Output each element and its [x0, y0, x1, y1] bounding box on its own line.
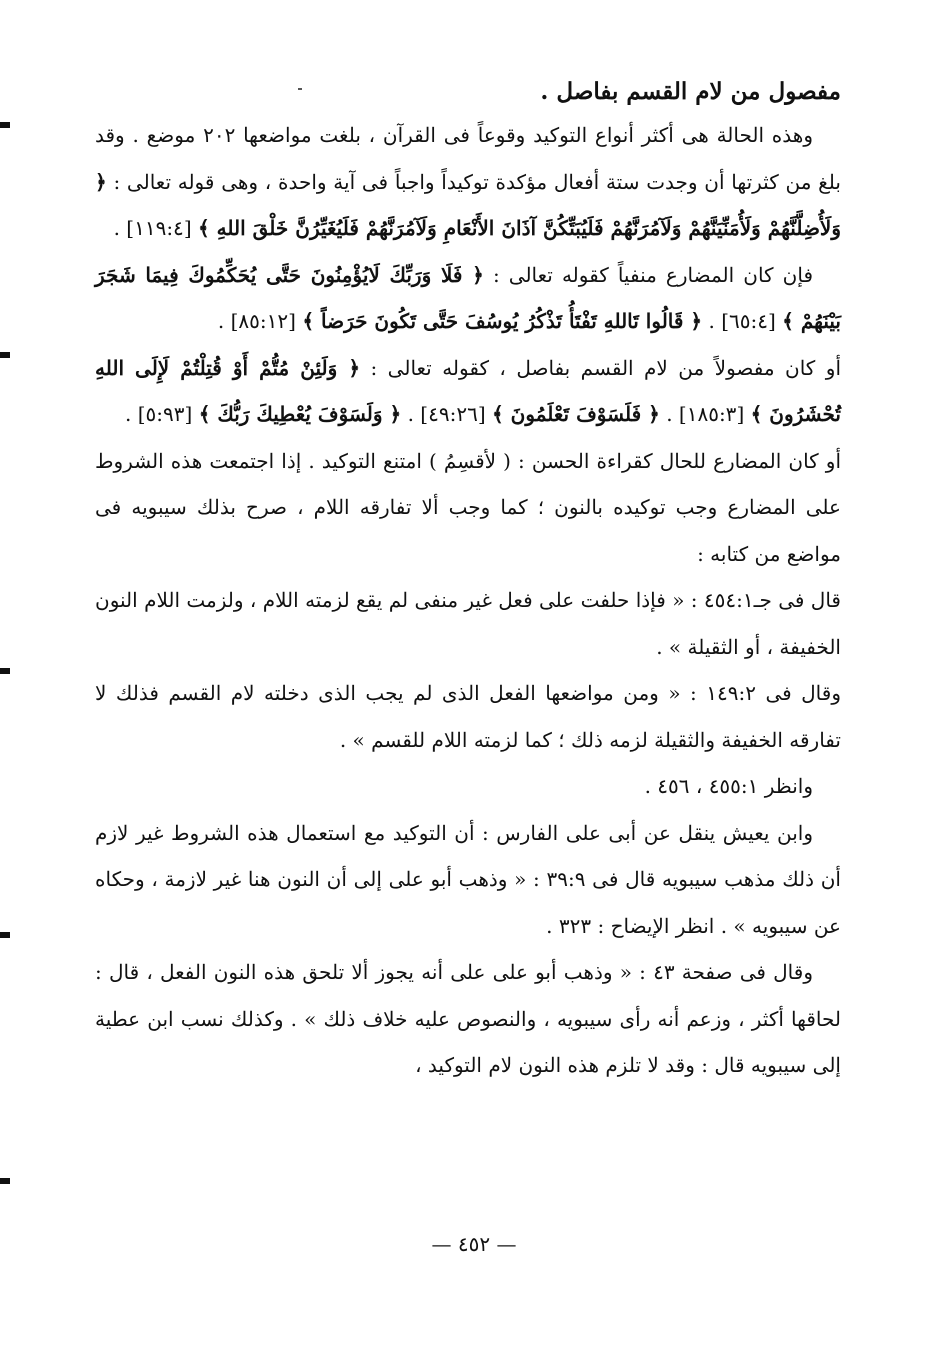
- section-heading: مفصول من لام القسم بفاصل .: [540, 78, 841, 105]
- verse-reference: [٨٥:١٢] .: [217, 309, 303, 333]
- paragraph-4: أو كان المضارع للحال كقراءة الحسن : ( لأقسِمُ ) امتنع التوكيد . إذا اجتمعت هذه الشروط على المضارع وجب توكيده بالنون ؛ كما وجب ألا تفارقه اللام ، صرح بذلك سيبويه فى مواضع من كتابه :: [95, 448, 841, 566]
- margin-mark: [0, 668, 10, 674]
- paragraph-9: وقال فى صفحة ٤٣ : « وذهب أبو على على أنه يجوز ألا تلحق هذه النون الفعل ، قال : لحاقها أكثر ، وزعم أنه رأى سيبويه ، والنصوص عليه خلاف ذلك » . وكذلك نسب ابن عطية إلى سيبويه قال : وقد لا تلزم هذه النون لام التوكيد ،: [95, 960, 841, 1077]
- quran-verse: ﴿ وَلَئِنْ مُتُّمْ أَوْ قُتِلْتُمْ لَإِلَى اللهِ تُحْشَرُونَ ﴾: [95, 355, 841, 426]
- quran-verse: ﴿ قَالُوا تَاللهِ تَفْتَأُ تَذْكُرُ يُوسُفَ حَتَّى تَكُونَ حَرَضاً ﴾: [302, 309, 703, 333]
- verse-reference: [١٨٥:٣] .: [659, 402, 751, 426]
- margin-mark: [0, 932, 10, 938]
- quran-verse: ﴿ فَلَا وَرَبِّكَ لَايُؤْمِنُونَ حَتَّى يُحَكِّمُوكَ فِيمَا شَجَرَ بَيْنَهُمْ ﴾: [95, 262, 841, 333]
- paragraph-text: وهذه الحالة هى أكثر أنواع التوكيد وقوعاً فى القرآن ، بلغت مواضعها ٢٠٢ موضع . وقد بلغ من كثرتها أن وجدت ستة أفعال مؤكدة توكيداً واجباً فى آية واحدة ، وهى قوله تعالى :: [95, 123, 841, 194]
- verse-reference: [١١٩:٤] .: [113, 216, 198, 240]
- paragraph-text: أو كان مفصولاً من لام القسم بفاصل ، كقوله تعالى :: [360, 355, 841, 380]
- paragraph-1: [95, 112, 841, 252]
- margin-mark: [0, 352, 10, 358]
- margin-mark: [0, 122, 10, 128]
- paragraph-6: وقال فى ١٤٩:٢ : « ومن مواضعها الفعل الذى لم يجب الذى دخلته لام القسم فذلك لا تفارقه الخفيفة والثقيلة لزمه ذلك ؛ كما لزمته اللام للقسم » .: [95, 681, 841, 752]
- quran-verse: ﴿ وَلَسَوْفَ يُعْطِيكَ رَبُّكَ ﴾: [198, 402, 402, 426]
- margin-mark: [0, 1178, 10, 1184]
- quran-verse: ﴿ فَلَسَوْفَ تَعْلَمُونَ ﴾: [492, 402, 660, 426]
- verse-reference: [٥:٩٣] .: [125, 402, 199, 426]
- quran-verse: ﴿ وَلَأُضِلَّنَّهُمْ وَلَأُمَنِّيَنَّهُمْ وَلَآمُرَنَّهُمْ فَلَيُبَتِّكُنَّ آذَانَ الأَنْعَامِ وَلَآمُرَنَّهُمْ فَلَيُغَيِّرُنَّ خَلْقَ اللهِ ﴾: [95, 169, 841, 240]
- paragraph-7: وانظر ٤٥٥:١ ، ٤٥٦ .: [644, 774, 813, 798]
- paragraph-text: فإن كان المضارع منفياً كقوله تعالى :: [483, 262, 814, 287]
- page-body: [95, 72, 841, 1089]
- paragraph-3: [95, 345, 841, 438]
- verse-reference: [٤٩:٢٦] .: [401, 402, 492, 426]
- verse-reference: [٦٥:٤] .: [702, 309, 783, 333]
- paragraph-5: قال فى جـ٤٥٤:١ : « فإذا حلفت على فعل غير منفى لم يقع لزمته اللام ، ولزمت اللام النون الخفيفة ، أو الثقيلة » .: [95, 588, 841, 659]
- page-number: — ٤٥٢ —: [431, 1232, 517, 1256]
- paragraph-2: [95, 252, 841, 345]
- paragraph-8: وابن يعيش ينقل عن أبى على الفارس : أن التوكيد مع استعمال هذه الشروط غير لازم أن ذلك مذهب سيبويه قال فى ٣٩:٩ : « وذهب أبو على إلى أن النون هنا غير لازمة ، وحكاه عن سيبويه » . انظر الإيضاح : ٣٢٣ .: [95, 820, 841, 938]
